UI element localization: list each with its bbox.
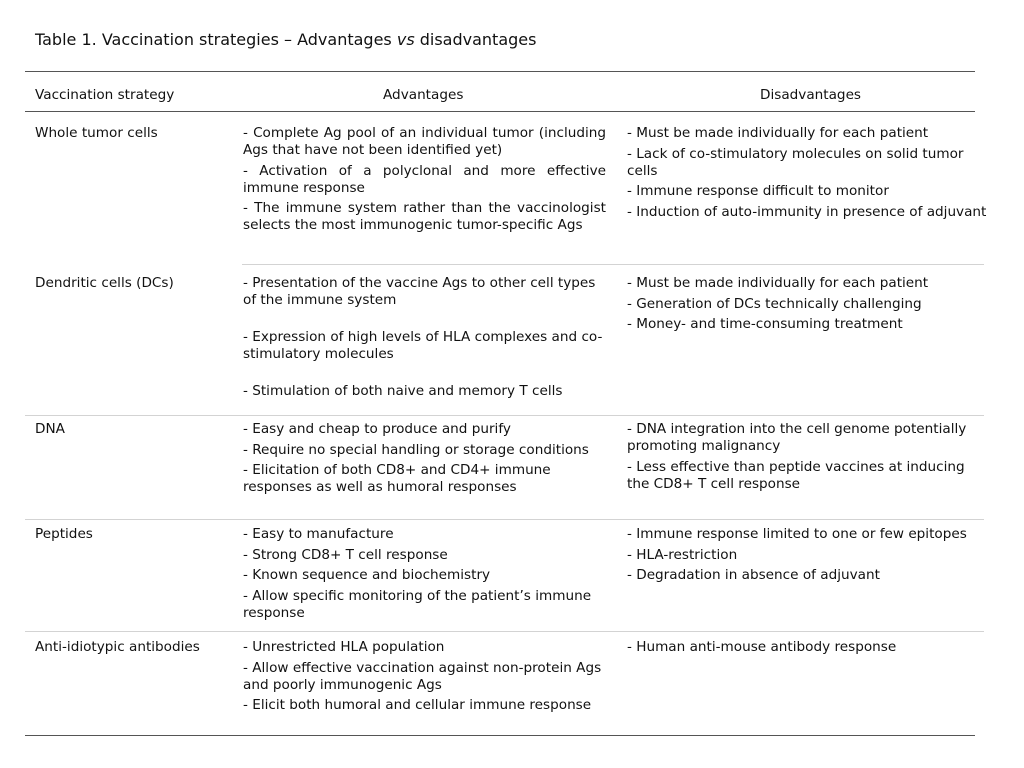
advantage-item: - Elicitation of both CD8+ and CD4+ immune responses as well as humoral responses <box>243 462 551 495</box>
advantage-item: - Allow specific monitoring of the patient’s immune response <box>243 587 592 621</box>
advantage-item: - Easy and cheap to produce and purify <box>243 421 511 437</box>
strategy-cell: DNA <box>35 421 65 437</box>
disadvantage-item: - Induction of auto-immunity in presence of adjuvant <box>627 203 987 220</box>
strategy-cell: Peptides <box>35 526 93 542</box>
advantage-item: - Known sequence and biochemistry <box>243 567 491 583</box>
disadvantage-item: - Must be made individually for each patient <box>627 275 929 291</box>
table-title-italic: vs <box>396 30 415 49</box>
advantage-item: - Unrestricted HLA population <box>243 639 445 655</box>
disadvantage-item: - HLA-restriction <box>627 546 738 563</box>
advantages-cell <box>243 421 606 500</box>
strategy-cell: Whole tumor cells <box>35 125 158 141</box>
header-bottom-rule <box>25 111 975 112</box>
advantage-item: - Expression of high levels of HLA complexes and co-stimulatory molecules <box>243 329 603 362</box>
disadvantage-item: - Immune response limited to one or few epitopes <box>627 526 967 542</box>
disadvantage-item: - Must be made individually for each patient <box>627 125 929 141</box>
table-top-rule <box>25 71 975 72</box>
header-strategy: Vaccination strategy <box>35 87 175 103</box>
disadvantages-cell <box>627 639 989 660</box>
advantage-item: - Elicit both humoral and cellular immune response <box>243 697 592 713</box>
advantage-item: - Stimulation of both naive and memory T cells <box>243 383 563 399</box>
table-title <box>35 30 536 50</box>
disadvantage-item: - Human anti-mouse antibody response <box>627 639 897 655</box>
row-divider <box>25 631 984 632</box>
advantage-item: - The immune system rather than the vaccinologist selects the most immunogenic tumor-specific Ags <box>243 200 606 233</box>
header-disadvantages: Disadvantages <box>760 87 862 103</box>
disadvantages-cell <box>627 421 989 496</box>
advantage-item: - Presentation of the vaccine Ags to other cell types of the immune system <box>243 275 596 308</box>
row-divider <box>242 264 984 265</box>
advantage-item: - Strong CD8+ T cell response <box>243 546 448 563</box>
advantage-item: - Complete Ag pool of an individual tumor (including Ags that have not been identified yet) <box>243 125 606 158</box>
disadvantage-item: - Less effective than peptide vaccines at inducing the CD8+ T cell response <box>627 458 965 492</box>
disadvantage-item: - Generation of DCs technically challenging <box>627 295 922 312</box>
disadvantages-cell <box>627 275 989 337</box>
table-title-prefix: Table 1. Vaccination strategies – Advantages <box>35 30 397 49</box>
disadvantages-cell <box>627 526 989 588</box>
table-bottom-rule <box>25 735 975 736</box>
disadvantage-item: - DNA integration into the cell genome potentially promoting malignancy <box>627 421 967 454</box>
advantages-cell <box>243 526 606 625</box>
advantages-cell <box>243 639 606 718</box>
advantage-item: - Easy to manufacture <box>243 526 394 542</box>
disadvantage-item: - Money- and time-consuming treatment <box>627 316 903 332</box>
disadvantage-item: - Lack of co-stimulatory molecules on solid tumor cells <box>627 145 964 179</box>
advantage-item: - Require no special handling or storage conditions <box>243 441 589 458</box>
advantage-item: - Allow effective vaccination against non-protein Ags and poorly immunogenic Ags <box>243 659 602 693</box>
strategy-cell: Anti-idiotypic antibodies <box>35 639 200 655</box>
advantages-cell <box>243 275 606 404</box>
table-title-suffix: disadvantages <box>414 30 537 49</box>
disadvantage-item: - Immune response difficult to monitor <box>627 183 889 199</box>
header-advantages: Advantages <box>383 87 464 103</box>
strategy-cell: Dendritic cells (DCs) <box>35 275 174 291</box>
advantages-cell <box>243 125 606 238</box>
row-divider <box>25 415 984 416</box>
disadvantages-cell <box>627 125 989 224</box>
advantage-item: - Activation of a polyclonal and more effective immune response <box>243 162 606 196</box>
row-divider <box>25 519 984 520</box>
disadvantage-item: - Degradation in absence of adjuvant <box>627 567 880 583</box>
